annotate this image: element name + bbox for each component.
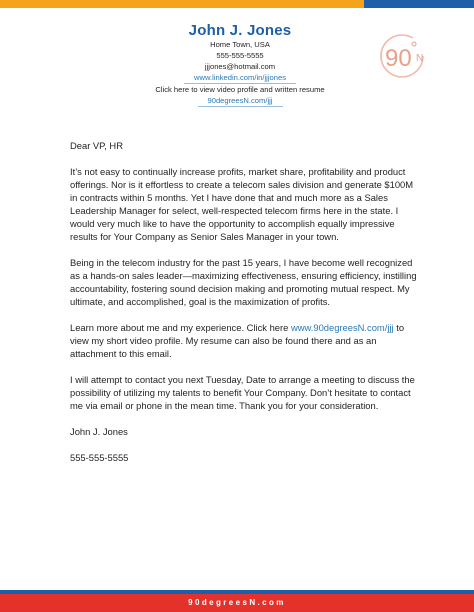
logo-letter-n: N — [416, 53, 424, 64]
video-site-link[interactable]: www.90degreesN.com/jjj — [290, 322, 394, 333]
footer-website[interactable]: 90degreesN.com — [188, 598, 286, 607]
letter-body — [70, 139, 420, 477]
top-color-bar — [0, 0, 474, 8]
video-link-line — [110, 95, 370, 107]
video-profile-link[interactable]: 90degreesN.com/jjj — [198, 96, 283, 107]
paragraph-3-text-end: to view my short video profile. My resume can also be found there and as an attachment to this email. — [70, 322, 405, 359]
top-bar-blue-segment — [364, 0, 474, 8]
signature-name: John J. Jones — [70, 426, 128, 437]
top-bar-orange-segment — [0, 0, 364, 8]
sender-name: John J. Jones — [188, 22, 292, 39]
logo-number: 90 — [385, 45, 412, 72]
paragraph-3-text-start: Learn more about me and my experience. Click here — [70, 322, 291, 333]
footer-bar — [0, 594, 474, 612]
sender-email[interactable]: jjjones@hotmail.com — [204, 62, 276, 71]
paragraph-3 — [70, 321, 420, 360]
logo-degree-mark — [412, 42, 416, 46]
salutation: Dear VP, HR — [70, 140, 123, 151]
sender-phone: 555-555-5555 — [216, 51, 264, 60]
logo-90-degrees-north — [378, 30, 430, 82]
paragraph-4: I will attempt to contact you next Tuesday, Date to arrange a meeting to discuss the possibility of utilizing my talents to benefit Your Company. Don’t hesitate to contact me via email or phone in the mean time. Thank you for your consideration. — [70, 374, 415, 411]
linkedin-link[interactable]: www.linkedin.com/in/jjjones — [184, 73, 296, 84]
letterhead — [110, 22, 370, 107]
video-profile-note[interactable]: Click here to view video profile and written resume — [155, 85, 325, 94]
paragraph-1: It’s not easy to continually increase profits, market share, profitability and product offerings. Nor is it effortless to create a telecom sales division and generate $100M in contracts within 5 months. Yet I have done that and much more as a Sales Leadership Manager for select, well-respected telecom firms here in the state. I would very much like to have the opportunity to accomplish equally impressive results for Your Company as Senior Sales Manager in your town. — [70, 166, 414, 242]
signature-phone: 555-555-5555 — [70, 452, 129, 463]
linkedin-line — [110, 72, 370, 84]
paragraph-2: Being in the telecom industry for the past 15 years, I have become well recognized as a hands-on sales leader—maximizing effectiveness, ensuring efficiency, instilling accountability, fostering sound decision making and promoting mutual respect. My ultimate, and accomplished, goal is the maximization of profits. — [70, 257, 417, 307]
sender-hometown: Home Town, USA — [210, 40, 270, 49]
